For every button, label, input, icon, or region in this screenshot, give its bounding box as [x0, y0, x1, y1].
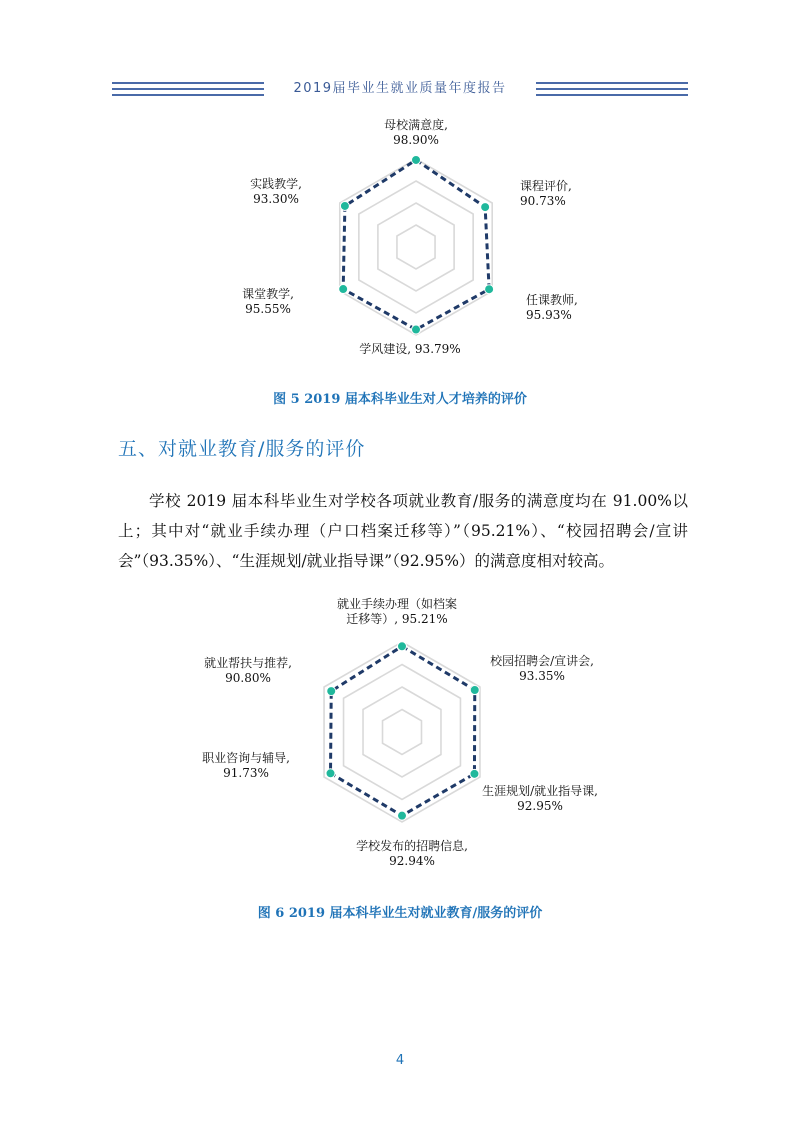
chart6-grid-ring-2 [363, 687, 441, 777]
header-rule-right [536, 82, 688, 96]
chart5-grid-ring-1 [397, 225, 435, 269]
chart5-grid-ring-2 [378, 203, 454, 291]
chart5-point-4 [339, 285, 348, 294]
chart6-label-4: 职业咨询与辅导, 91.73% [202, 751, 290, 780]
figure-6-caption: 图 6 2019 届本科毕业生对就业教育/服务的评价 [257, 906, 543, 921]
chart5-point-2 [485, 285, 494, 294]
chart5-grid-ring-4 [340, 159, 492, 335]
chart6-label-5: 就业帮扶与推荐, 90.80% [204, 656, 292, 685]
header-title: 2019届毕业生就业质量年度报告 [293, 81, 507, 96]
chart6-point-0 [398, 642, 407, 651]
chart5-point-5 [340, 201, 349, 210]
chart6-point-1 [470, 685, 479, 694]
chart5-point-1 [481, 203, 490, 212]
chart5-series-line [343, 160, 489, 330]
chart5-label-0: 母校满意度, 98.90% [384, 118, 448, 147]
radar-chart-employment-service [0, 590, 800, 875]
chart6-grid-ring-4 [324, 642, 480, 822]
section-heading: 五、对就业教育/服务的评价 [118, 438, 366, 460]
chart5-grid-ring-3 [359, 181, 473, 313]
page-number: 4 [395, 1053, 405, 1068]
chart5-point-0 [412, 155, 421, 164]
chart6-point-3 [398, 811, 407, 820]
chart6-label-3: 学校发布的招聘信息, 92.94% [356, 839, 468, 868]
chart6-grid-ring-1 [383, 710, 422, 755]
chart5-label-4: 课堂教学, 95.55% [242, 287, 294, 316]
chart6-label-2: 生涯规划/就业指导课, 92.95% [482, 784, 598, 813]
chart6-label-0: 就业手续办理（如档案迁移等）, 95.21% [336, 597, 458, 626]
chart6-grid-ring-3 [344, 665, 461, 800]
body-paragraph: 学校 2019 届本科毕业生对学校各项就业教育/服务的满意度均在 91.00%以上；其中对“就业手续办理（户口档案迁移等）”（95.21%）、“校园招聘会/宣讲会”（93.35%）、“生涯规划/就业指导课”（92.95%）的满意度相对较高。 [118, 492, 688, 570]
chart6-point-4 [326, 769, 335, 778]
chart5-label-1: 课程评价, 90.73% [520, 179, 572, 208]
chart6-point-5 [327, 687, 336, 696]
chart5-point-3 [412, 325, 421, 334]
chart5-label-2: 任课教师, 95.93% [526, 293, 578, 322]
chart5-label-5: 实践教学, 93.30% [250, 177, 302, 206]
chart6-label-1: 校园招聘会/宣讲会, 93.35% [490, 654, 594, 683]
chart6-point-2 [470, 769, 479, 778]
figure-5-caption: 图 5 2019 届本科毕业生对人才培养的评价 [273, 392, 527, 407]
radar-chart-talent-training [0, 110, 800, 375]
chart5-label-3: 学风建设, 93.79% [359, 342, 461, 356]
